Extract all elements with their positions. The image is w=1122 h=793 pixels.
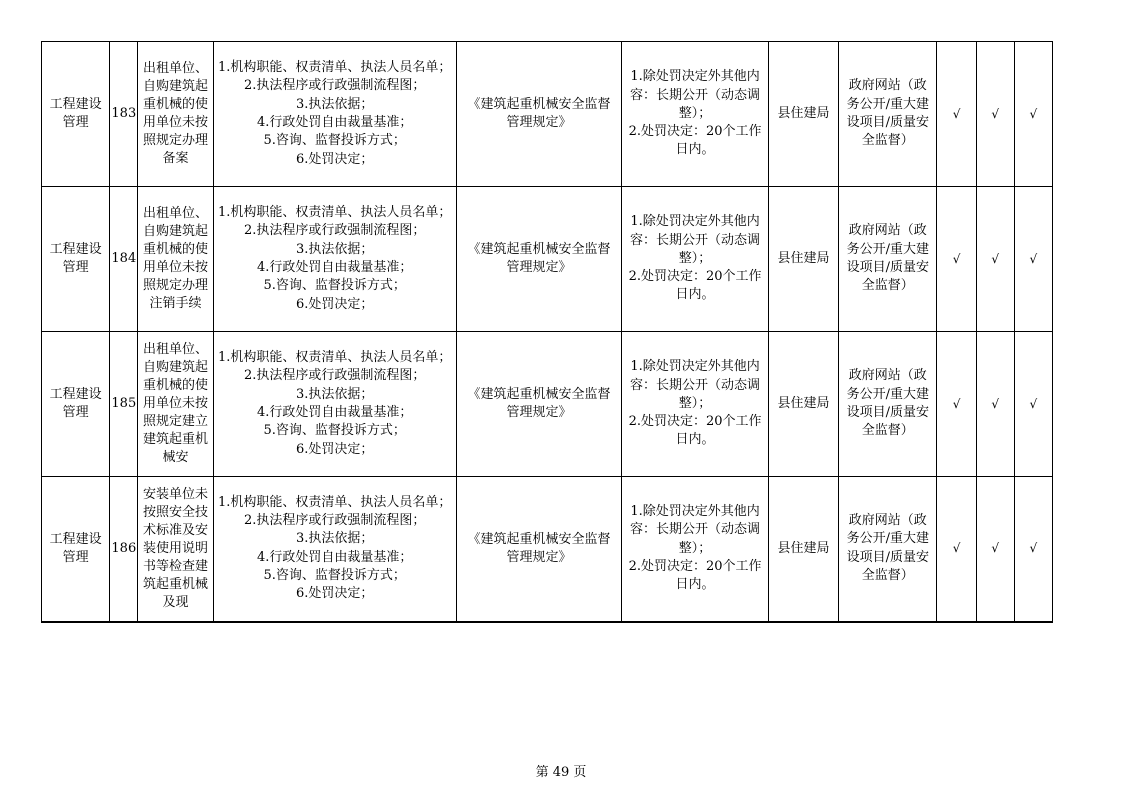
basis-text: 《建筑起重机械安全监督管理规定》 [467,531,611,565]
table-row [42,42,1053,187]
timeline-cell [622,42,769,187]
basis-cell [456,332,622,477]
timeline-line: 1.除处罚决定外其他内容：长期公开（动态调整）； [630,359,761,411]
checkmark-icon: √ [952,541,961,556]
checkmark-icon: √ [1029,106,1038,121]
timeline-line: 2.处罚决定：20个工作日内。 [628,269,762,303]
content-line: 3.执法依据； [295,96,374,112]
check-cell-3 [1014,477,1052,622]
content-line: 2.执法程序或行政强制流程图； [243,368,426,384]
table-row [42,187,1053,332]
subject-cell [768,332,838,477]
category-cell [42,332,110,477]
subject-text: 县住建局 [777,540,830,556]
category-text: 工程建设管理 [49,97,102,130]
number-text: 184 [111,251,137,266]
content-line: 4.行政处罚自由裁量基准； [256,260,413,275]
content-line: 2.执法程序或行政强制流程图； [243,223,426,239]
check-cell-1 [937,477,976,622]
basis-cell [456,42,622,187]
timeline-cell [622,187,769,332]
page-number: 第 49 页 [535,765,587,780]
checkmark-icon: √ [952,106,961,121]
content-line: 4.行政处罚自由裁量基准； [256,549,413,565]
checkmark-icon: √ [1029,396,1038,411]
checkmark-icon: √ [991,396,1000,411]
channel-cell [839,332,937,477]
content-cell [213,187,456,332]
category-text: 工程建设管理 [49,387,102,420]
content-line: 1.机构职能、权责清单、执法人员名单； [217,494,452,510]
timeline-line: 1.除处罚决定外其他内容：长期公开（动态调整）； [630,69,761,121]
check-cell-1 [937,42,976,187]
number-cell [110,477,138,622]
content-line: 3.执法依据； [295,241,374,257]
basis-text: 《建筑起重机械安全监督管理规定》 [467,242,611,275]
content-line: 2.执法程序或行政强制流程图； [243,78,426,94]
number-text: 186 [111,540,137,556]
item-text: 出租单位、自购建筑起重机械的使用单位未按照规定办理注销手续 [143,206,209,311]
check-cell-2 [976,332,1014,477]
checkmark-icon: √ [1029,251,1038,266]
timeline-line: 1.除处罚决定外其他内容：长期公开（动态调整）； [630,214,761,266]
checkmark-icon: √ [952,251,961,266]
channel-text: 政府网站（政务公开/重大建设项目/质量安全监督） [846,223,929,294]
content-line: 5.咨询、监督投诉方式； [263,133,406,149]
check-cell-3 [1014,332,1052,477]
item-text: 安装单位未按照安全技术标准及安装使用说明书等检查建筑起重机械及现 [143,486,209,610]
subject-cell [768,477,838,622]
category-text: 工程建设管理 [49,531,102,565]
timeline-cell [622,477,769,622]
item-text: 出租单位、自购建筑起重机械的使用单位未按照规定建立建筑起重机械安 [143,342,209,465]
content-line: 6.处罚决定； [295,296,374,312]
checkmark-icon: √ [991,251,1000,266]
content-line: 1.机构职能、权责清单、执法人员名单； [217,350,452,366]
content-line: 3.执法依据； [295,386,374,402]
subject-cell [768,187,838,332]
timeline-line: 1.除处罚决定外其他内容：长期公开（动态调整）； [630,504,761,556]
check-cell-3 [1014,42,1052,187]
number-cell [110,42,138,187]
content-cell [213,477,456,622]
subject-text: 县住建局 [777,396,830,411]
check-cell-1 [937,332,976,477]
number-text: 183 [111,106,137,121]
category-text: 工程建设管理 [49,242,102,275]
item-text: 出租单位、自购建筑起重机械的使用单位未按照规定办理备案 [143,61,209,166]
number-text: 185 [111,396,137,411]
category-cell [42,42,110,187]
item-cell [138,42,213,187]
check-cell-2 [976,477,1014,622]
table-row [42,332,1053,477]
content-line: 1.机构职能、权责清单、执法人员名单； [217,205,452,221]
channel-cell [839,187,937,332]
checkmark-icon: √ [952,396,961,411]
category-cell [42,477,110,622]
checkmark-icon: √ [1029,541,1038,556]
content-line: 6.处罚决定； [295,586,374,602]
content-line: 2.执法程序或行政强制流程图； [243,513,426,529]
content-line: 4.行政处罚自由裁量基准； [256,405,413,420]
timeline-line: 2.处罚决定：20个工作日内。 [628,124,762,158]
content-line: 6.处罚决定； [295,441,374,457]
check-cell-1 [937,187,976,332]
timeline-cell [622,332,769,477]
content-line: 6.处罚决定； [295,151,374,167]
check-cell-2 [976,187,1014,332]
checkmark-icon: √ [991,541,1000,556]
content-line: 5.咨询、监督投诉方式； [263,278,406,294]
subject-text: 县住建局 [777,106,830,121]
basis-cell [456,477,622,622]
check-cell-3 [1014,187,1052,332]
timeline-line: 2.处罚决定：20个工作日内。 [628,558,762,593]
channel-cell [839,42,937,187]
disclosure-table [41,41,1053,623]
content-line: 3.执法依据； [295,531,374,547]
content-cell [213,42,456,187]
check-cell-2 [976,42,1014,187]
channel-text: 政府网站（政务公开/重大建设项目/质量安全监督） [846,513,929,584]
content-line: 5.咨询、监督投诉方式； [263,423,406,439]
content-line: 5.咨询、监督投诉方式； [263,568,406,584]
content-line: 1.机构职能、权责清单、执法人员名单； [217,60,452,76]
item-cell [138,332,213,477]
number-cell [110,332,138,477]
checkmark-icon: √ [991,106,1000,121]
basis-text: 《建筑起重机械安全监督管理规定》 [467,387,611,420]
channel-text: 政府网站（政务公开/重大建设项目/质量安全监督） [846,368,929,439]
item-cell [138,477,213,622]
item-cell [138,187,213,332]
content-line: 4.行政处罚自由裁量基准； [256,115,413,130]
category-cell [42,187,110,332]
subject-cell [768,42,838,187]
channel-text: 政府网站（政务公开/重大建设项目/质量安全监督） [846,78,929,149]
subject-text: 县住建局 [777,251,830,266]
number-cell [110,187,138,332]
channel-cell [839,477,937,622]
table-row [42,477,1053,622]
basis-text: 《建筑起重机械安全监督管理规定》 [467,97,611,130]
timeline-line: 2.处罚决定：20个工作日内。 [628,414,762,448]
basis-cell [456,187,622,332]
content-cell [213,332,456,477]
table-body [42,42,1053,622]
